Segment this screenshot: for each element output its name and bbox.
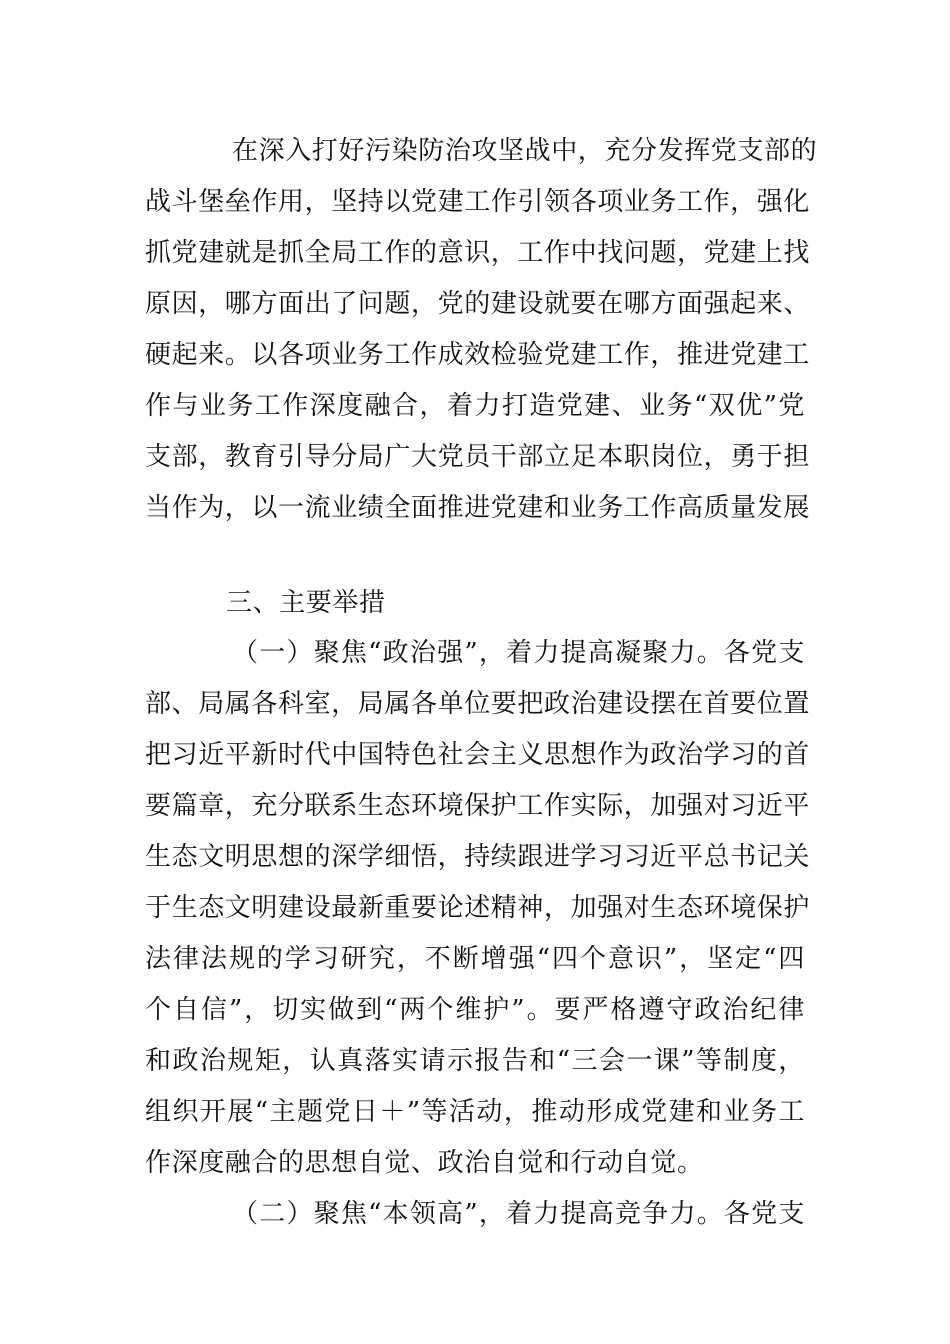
paragraph-one-line: 法律法规的学习研究，不断增强“四个意识”，坚定“四	[145, 944, 805, 974]
paragraph-one-line: 个自信”，切实做到“两个维护”。要严格遵守政治纪律	[145, 995, 805, 1025]
intro-paragraph-line: 硬起来。以各项业务工作成效检验党建工作，推进党建工	[145, 340, 811, 370]
intro-paragraph-line: 作与业务工作深度融合，着力打造党建、业务“双优”党	[145, 391, 805, 421]
paragraph-two-line: （二）聚焦“本领高”，着力提高竞争力。各党支	[232, 1199, 805, 1229]
paragraph-one-line: 要篇章，充分联系生态环境保护工作实际，加强对习近平	[145, 791, 811, 821]
paragraph-one-line: 组织开展“主题党日＋”等活动，推动形成党建和业务工	[145, 1097, 805, 1127]
intro-paragraph-line: 原因，哪方面出了问题，党的建设就要在哪方面强起来、	[145, 289, 811, 319]
paragraph-one-line: 于生态文明建设最新重要论述精神，加强对生态环境保护	[145, 893, 811, 923]
paragraph-one-line: 生态文明思想的深学细悟，持续跟进学习习近平总书记关	[145, 842, 811, 872]
section-heading: 三、主要举措	[226, 588, 386, 618]
intro-paragraph-line: 抓党建就是抓全局工作的意识，工作中找问题，党建上找	[145, 238, 811, 268]
paragraph-one-line: 和政治规矩，认真落实请示报告和“三会一课”等制度，	[145, 1046, 805, 1076]
intro-paragraph-line: 战斗堡垒作用，坚持以党建工作引领各项业务工作，强化	[145, 187, 811, 217]
paragraph-one-line: 作深度融合的思想自觉、政治自觉和行动自觉。	[145, 1148, 704, 1178]
paragraph-one-line: （一）聚焦“政治强”，着力提高凝聚力。各党支	[232, 638, 805, 668]
intro-paragraph-line: 支部，教育引导分局广大党员干部立足本职岗位，勇于担	[145, 442, 811, 472]
intro-paragraph-line: 当作为，以一流业绩全面推进党建和业务工作高质量发展	[145, 493, 811, 523]
paragraph-one-line: 把习近平新时代中国特色社会主义思想作为政治学习的首	[145, 740, 811, 770]
intro-paragraph-line: 在深入打好污染防治攻坚战中，充分发挥党支部的	[232, 136, 818, 166]
paragraph-one-line: 部、局属各科室，局属各单位要把政治建设摆在首要位置	[145, 689, 811, 719]
